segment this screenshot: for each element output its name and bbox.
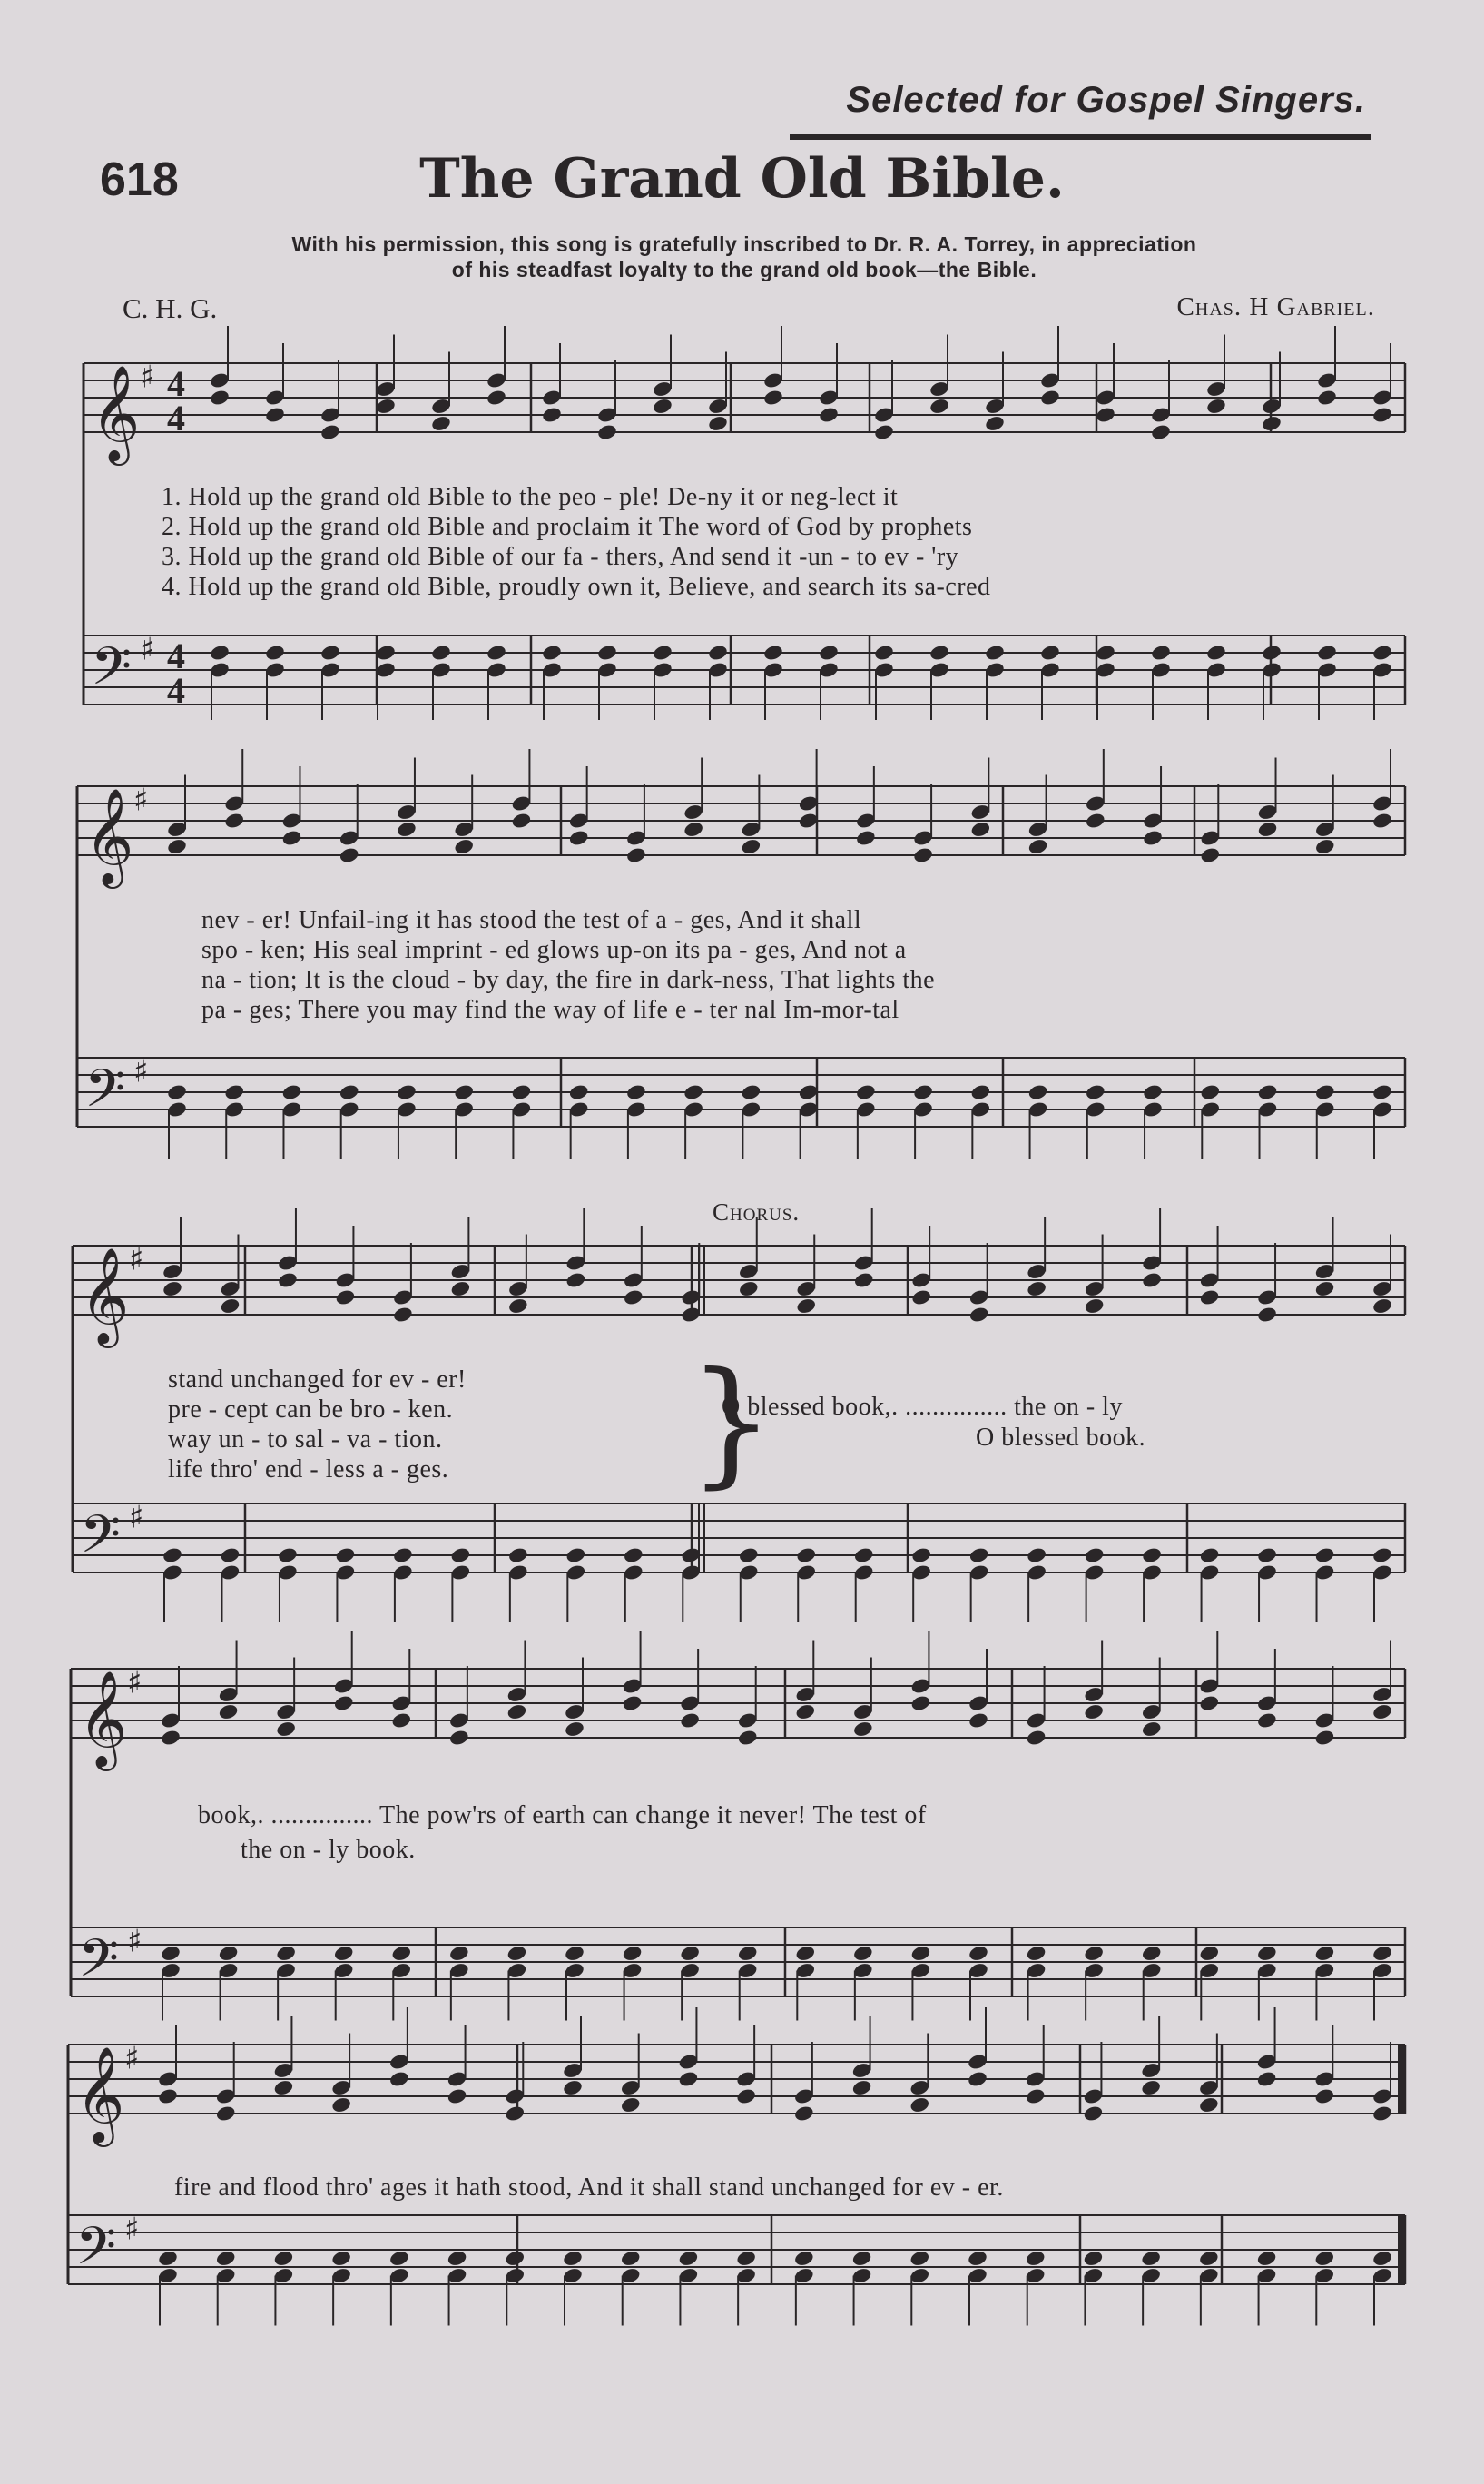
note-head <box>625 846 647 864</box>
note-head <box>1142 1083 1164 1101</box>
note-head <box>795 1546 817 1564</box>
note-head <box>678 2250 700 2268</box>
note-head <box>264 406 286 424</box>
note-head <box>1085 812 1106 830</box>
note-head <box>929 398 950 416</box>
note-head <box>1198 2250 1220 2268</box>
note-head <box>912 846 934 864</box>
lyric-line: 2. Hold up the grand old Bible and proclaim it The word of God by prophets <box>162 513 973 541</box>
note-head <box>741 838 762 856</box>
note-head <box>330 2096 352 2114</box>
note-head <box>853 1546 875 1564</box>
key-sharp: ♯ <box>140 359 155 396</box>
note-head <box>737 1729 759 1747</box>
note-head <box>335 1546 357 1564</box>
note-head <box>1027 1083 1049 1101</box>
note-head <box>735 2250 757 2268</box>
note-head <box>1314 1546 1336 1564</box>
note-head <box>762 644 784 662</box>
note-head <box>1261 415 1283 433</box>
note-head <box>564 1720 585 1739</box>
verse-brace: } <box>688 1344 775 1502</box>
note-head <box>486 644 507 662</box>
note-head <box>912 1083 934 1101</box>
note-head <box>625 1083 647 1101</box>
key-sharp: ♯ <box>133 782 149 819</box>
note-head <box>873 423 895 441</box>
note-head <box>1150 423 1172 441</box>
note-head <box>1150 644 1172 662</box>
note-head <box>620 2096 642 2114</box>
note-head <box>511 812 533 830</box>
lyric-line: stand unchanged for ev - er! <box>168 1365 467 1394</box>
note-head <box>160 1945 182 1963</box>
note-head <box>1371 1703 1393 1721</box>
note-head <box>392 1306 414 1324</box>
note-head <box>1256 1945 1278 1963</box>
note-head <box>909 2250 930 2268</box>
note-head <box>390 1945 412 1963</box>
bass-clef: 𝄢 <box>84 1058 126 1132</box>
note-head <box>794 1945 816 1963</box>
lyric-line: 1. Hold up the grand old Bible to the peo - ple! De-ny it or neg-lect it <box>162 483 899 511</box>
note-head <box>1261 644 1283 662</box>
key-sharp: ♯ <box>133 1053 149 1090</box>
note-head <box>968 1945 989 1963</box>
note-head <box>683 821 704 839</box>
note-head <box>486 389 507 407</box>
note-head <box>1141 1945 1163 1963</box>
note-head <box>1257 821 1279 839</box>
time-signature: 4 <box>167 636 185 676</box>
note-head <box>1205 398 1227 416</box>
note-head <box>984 644 1006 662</box>
note-head <box>683 1083 704 1101</box>
note-head <box>447 2087 468 2105</box>
note-head <box>735 2087 757 2105</box>
note-head <box>1198 2096 1220 2114</box>
note-head <box>1198 1694 1220 1712</box>
note-head <box>1083 2104 1105 2123</box>
note-head <box>157 2087 179 2105</box>
note-head <box>330 2250 352 2268</box>
note-head <box>209 389 231 407</box>
bass-clef: 𝄢 <box>78 1927 120 2002</box>
note-head <box>910 1546 932 1564</box>
note-head <box>741 1083 762 1101</box>
note-head <box>162 1546 183 1564</box>
note-head <box>160 1729 182 1747</box>
note-head <box>430 415 452 433</box>
note-head <box>622 1945 644 1963</box>
note-head <box>679 1711 701 1730</box>
note-head <box>1371 812 1393 830</box>
note-head <box>1026 1945 1047 1963</box>
note-head <box>1314 1945 1336 1963</box>
note-head <box>679 1945 701 1963</box>
note-head <box>1371 406 1393 424</box>
key-sharp: ♯ <box>129 1241 144 1278</box>
note-head <box>390 1711 412 1730</box>
bass-clef: 𝄢 <box>91 636 133 710</box>
note-head <box>929 644 950 662</box>
note-head <box>622 1694 644 1712</box>
note-head <box>1083 2250 1105 2268</box>
note-head <box>281 1083 303 1101</box>
treble-clef: 𝄞 <box>75 2045 125 2143</box>
note-head <box>453 838 475 856</box>
note-head <box>1140 2250 1162 2268</box>
note-head <box>506 1703 528 1721</box>
chorus-lyrics-line-1: O blessed book,. ............... the on - ly <box>722 1393 1123 1421</box>
note-head <box>450 1546 472 1564</box>
key-sharp: ♯ <box>129 1499 144 1536</box>
note-head <box>507 1546 529 1564</box>
note-head <box>215 2250 237 2268</box>
chorus-lyrics-line-2: book,. ............... The pow'rs of earth can change it never! The test of <box>198 1801 927 1829</box>
note-head <box>166 1083 188 1101</box>
dedication-line-1: With his permission, this song is gratefully inscribed to Dr. R. A. Torrey, in appreciation <box>291 232 1197 256</box>
time-signature: 4 <box>167 363 185 404</box>
note-head <box>968 1711 989 1730</box>
note-head <box>277 1271 299 1289</box>
note-head <box>339 846 360 864</box>
note-head <box>1371 2104 1393 2123</box>
note-head <box>1316 644 1338 662</box>
note-head <box>396 821 418 839</box>
final-barline <box>1398 2215 1405 2284</box>
note-head <box>1026 1280 1047 1298</box>
note-head <box>1083 1703 1105 1721</box>
note-head <box>450 1280 472 1298</box>
note-head <box>596 423 618 441</box>
note-head <box>1256 2250 1278 2268</box>
note-head <box>562 2079 584 2097</box>
note-head <box>1256 2070 1278 2088</box>
note-head <box>448 1945 470 1963</box>
series-title: Selected for Gospel Singers. <box>846 80 1366 120</box>
note-head <box>1083 1945 1105 1963</box>
note-head <box>220 1546 241 1564</box>
note-head <box>333 1945 355 1963</box>
note-head <box>855 1083 877 1101</box>
chorus-lyrics-line-2-alt: the on - ly book. <box>241 1836 416 1864</box>
key-sharp: ♯ <box>127 1664 143 1701</box>
note-head <box>506 1945 528 1963</box>
note-head <box>541 644 563 662</box>
note-head <box>968 1306 990 1324</box>
key-sharp: ♯ <box>124 2211 140 2248</box>
lyric-line: spo - ken; His seal imprint - ed glows up-on its pa - ges, And not a <box>201 936 907 964</box>
lyric-line: pre - cept can be bro - ken. <box>168 1395 454 1424</box>
note-head <box>967 2070 988 2088</box>
note-head <box>565 1546 587 1564</box>
note-head <box>453 1083 475 1101</box>
note-head <box>1256 1546 1278 1564</box>
note-head <box>1371 1546 1393 1564</box>
note-head <box>319 644 341 662</box>
lyric-line: way un - to sal - va - tion. <box>168 1425 443 1454</box>
lyric-line: na - tion; It is the cloud - by day, the fire in dark-ness, That lights the <box>201 966 936 994</box>
treble-clef: 𝄞 <box>91 364 141 461</box>
note-head <box>1095 406 1116 424</box>
note-head <box>1199 1546 1221 1564</box>
note-head <box>793 2250 815 2268</box>
note-head <box>1198 1945 1220 1963</box>
note-head <box>277 1546 299 1564</box>
note-head <box>795 1297 817 1316</box>
note-head <box>678 2070 700 2088</box>
note-head <box>162 1280 183 1298</box>
note-head <box>793 2104 815 2123</box>
note-head <box>264 644 286 662</box>
note-head <box>392 1546 414 1564</box>
note-head <box>707 415 729 433</box>
note-head <box>707 644 729 662</box>
hymn-number: 618 <box>100 153 179 206</box>
treble-clef: 𝄞 <box>84 787 134 884</box>
note-head <box>1256 1306 1278 1324</box>
note-head <box>1314 1729 1336 1747</box>
note-head <box>1205 644 1227 662</box>
note-head <box>762 389 784 407</box>
note-head <box>737 1945 759 1963</box>
note-head <box>855 829 877 847</box>
lyric-line: pa - ges; There you may find the way of life e - ter nal Im-mor-tal <box>201 996 899 1024</box>
note-head <box>562 2250 584 2268</box>
note-head <box>1084 1546 1106 1564</box>
note-head <box>818 406 840 424</box>
note-head <box>970 1083 992 1101</box>
note-head <box>1371 644 1393 662</box>
note-head <box>794 1703 816 1721</box>
note-head <box>388 2070 410 2088</box>
note-head <box>223 1083 245 1101</box>
lyric-line: 4. Hold up the grand old Bible, proudly own it, Believe, and search its sa-cred <box>162 573 991 601</box>
note-head <box>1025 2087 1047 2105</box>
note-head <box>375 398 397 416</box>
note-head <box>1140 2079 1162 2097</box>
note-head <box>275 1720 297 1739</box>
note-head <box>1199 1288 1221 1306</box>
note-head <box>157 2250 179 2268</box>
note-head <box>1199 846 1221 864</box>
note-head <box>218 1703 240 1721</box>
note-head <box>1316 389 1338 407</box>
note-head <box>1141 1546 1163 1564</box>
note-head <box>335 1288 357 1306</box>
note-head <box>339 1083 360 1101</box>
note-head <box>1039 389 1061 407</box>
note-head <box>909 2096 930 2114</box>
key-sharp: ♯ <box>124 2040 140 2077</box>
note-head <box>1025 2250 1047 2268</box>
treble-clef: 𝄞 <box>78 1670 128 1767</box>
note-head <box>273 2250 295 2268</box>
chorus-label: Chorus. <box>713 1198 801 1226</box>
note-head <box>1371 2250 1393 2268</box>
note-head <box>1026 1729 1047 1747</box>
note-head <box>166 838 188 856</box>
chorus-lyrics-line-3: fire and flood thro' ages it hath stood, And it shall stand unchanged for ev - er. <box>174 2174 1004 2202</box>
note-head <box>851 2079 873 2097</box>
note-head <box>968 1546 990 1564</box>
note-head <box>564 1945 585 1963</box>
note-head <box>1026 1546 1047 1564</box>
note-head <box>967 2250 988 2268</box>
hymn-title: The Grand Old Bible. <box>419 147 1065 211</box>
note-head <box>738 1546 760 1564</box>
note-head <box>873 644 895 662</box>
dedication-line-2: of his steadfast loyalty to the grand old book—the Bible. <box>451 258 1037 281</box>
note-head <box>507 1297 529 1316</box>
note-head <box>1084 1297 1106 1316</box>
note-head <box>1256 1711 1278 1730</box>
note-head <box>281 829 303 847</box>
note-head <box>448 1729 470 1747</box>
note-head <box>396 1083 418 1101</box>
note-head <box>652 644 673 662</box>
note-head <box>623 1288 644 1306</box>
note-head <box>623 1546 644 1564</box>
note-head <box>209 644 231 662</box>
note-head <box>910 1945 932 1963</box>
chorus-lyrics-line-1-alt: O blessed book. <box>976 1424 1146 1452</box>
note-head <box>275 1945 297 1963</box>
note-head <box>511 1083 533 1101</box>
note-head <box>853 1271 875 1289</box>
note-head <box>215 2104 237 2123</box>
lyric-line: 3. Hold up the grand old Bible of our fa - thers, And send it -un - to ev - 'ry <box>162 543 959 571</box>
lyricist: C. H. G. <box>123 292 218 324</box>
note-head <box>620 2250 642 2268</box>
time-signature: 4 <box>167 670 185 711</box>
note-head <box>218 1945 240 1963</box>
note-head <box>541 406 563 424</box>
note-head <box>1141 1271 1163 1289</box>
note-head <box>1095 644 1116 662</box>
note-head <box>1257 1083 1279 1101</box>
note-head <box>1314 1083 1336 1101</box>
key-sharp: ♯ <box>127 1923 143 1960</box>
note-head <box>565 1271 587 1289</box>
note-head <box>1371 1297 1393 1316</box>
note-head <box>852 1720 874 1739</box>
note-head <box>1371 1945 1393 1963</box>
note-head <box>333 1694 355 1712</box>
composer: Chas. H Gabriel. <box>1176 292 1375 321</box>
note-head <box>568 1083 590 1101</box>
note-head <box>1039 644 1061 662</box>
note-head <box>1142 829 1164 847</box>
note-head <box>1141 1720 1163 1739</box>
note-head <box>1313 2087 1335 2105</box>
note-head <box>1314 838 1336 856</box>
note-head <box>568 829 590 847</box>
note-head <box>970 821 992 839</box>
bass-clef: 𝄢 <box>80 1503 122 1578</box>
note-head <box>852 1945 874 1963</box>
note-head <box>319 423 341 441</box>
note-head <box>1085 1083 1106 1101</box>
note-head <box>388 2250 410 2268</box>
note-head <box>375 644 397 662</box>
note-head <box>1199 1083 1221 1101</box>
lyric-line: nev - er! Unfail-ing it has stood the test of a - ges, And it shall <box>201 906 862 934</box>
note-head <box>1313 2250 1335 2268</box>
final-barline <box>1398 2045 1405 2114</box>
key-sharp: ♯ <box>140 631 155 668</box>
note-head <box>652 398 673 416</box>
note-head <box>1314 1280 1336 1298</box>
note-head <box>504 2104 526 2123</box>
note-head <box>1027 838 1049 856</box>
time-signature: 4 <box>167 398 185 439</box>
note-head <box>851 2250 873 2268</box>
note-head <box>273 2079 295 2097</box>
note-head <box>984 415 1006 433</box>
note-head <box>220 1297 241 1316</box>
note-head <box>223 812 245 830</box>
note-head <box>504 2250 526 2268</box>
note-head <box>910 1694 932 1712</box>
note-head <box>430 644 452 662</box>
lyric-line: life thro' end - less a - ges. <box>168 1455 449 1484</box>
note-head <box>738 1280 760 1298</box>
note-head <box>447 2250 468 2268</box>
note-head <box>818 644 840 662</box>
note-head <box>910 1288 932 1306</box>
bass-clef: 𝄢 <box>75 2215 117 2290</box>
note-head <box>596 644 618 662</box>
treble-clef: 𝄞 <box>80 1247 130 1344</box>
note-head <box>1371 1083 1393 1101</box>
